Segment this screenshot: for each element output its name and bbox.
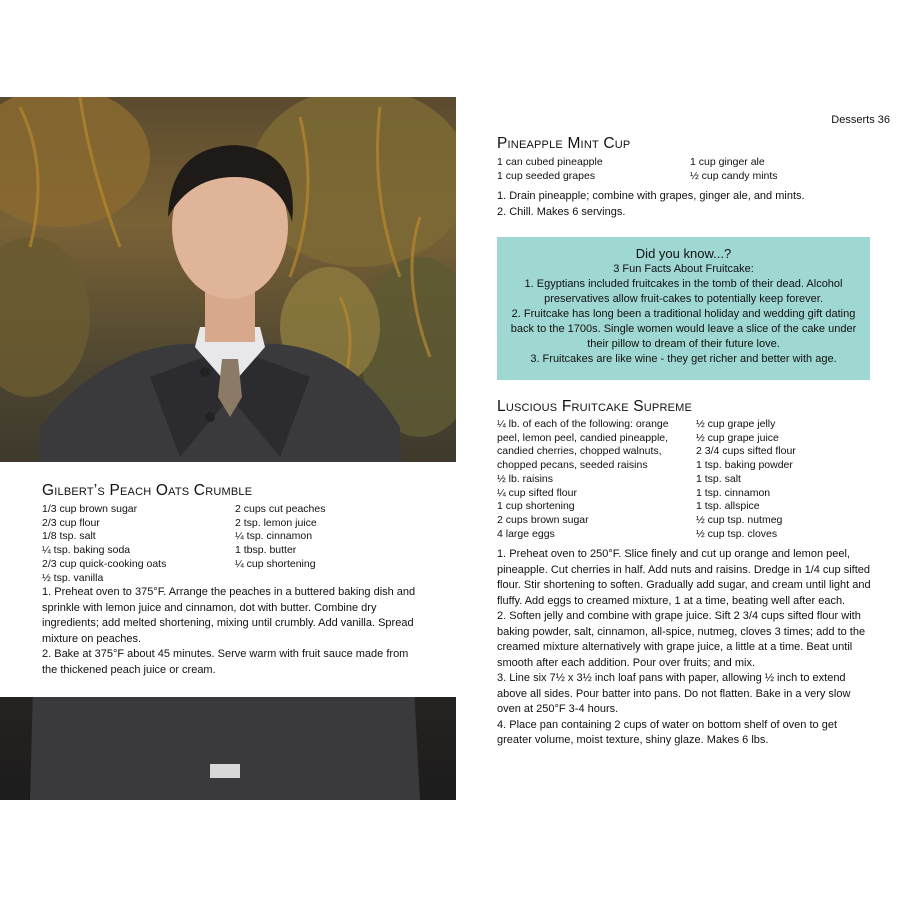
ingredient: 1 tsp. salt <box>696 472 741 485</box>
box-subheading: 3 Fun Facts About Fruitcake: <box>613 263 754 275</box>
recipe-step: 1. Preheat oven to 375°F. Arrange the peaches in a buttered baking dish and sprinkle with lemon juice and cinnamon, dot with butter. Combine dry ingredients; add melted shortening, mixing until crumbly. Add vanilla. Spread mixture on peaches. <box>42 586 416 645</box>
ingredient: ½ tsp. vanilla <box>42 571 104 584</box>
page-number: Desserts 36 <box>831 114 890 126</box>
peach-crumble-card <box>0 462 456 697</box>
recipe-step: 2. Bake at 375°F about 45 minutes. Serve warm with fruit sauce made from the thickened peach juice or cream. <box>42 648 409 676</box>
box-heading: Did you know...? <box>635 246 732 261</box>
ingredient: 2 3/4 cups sifted flour <box>696 445 796 458</box>
ingredient: ½ lb. raisins <box>497 472 554 485</box>
ingredient: 2/3 cup flour <box>42 516 100 529</box>
ingredient: ½ cup grape jelly <box>696 418 776 430</box>
ingredient: ½ cup tsp. nutmeg <box>696 513 783 526</box>
recipe-steps <box>42 585 422 678</box>
fun-fact: 1. Egyptians included fruitcakes in the tomb of their dead. Alcohol preservatives allow fruit-cakes to potentially keep forever. <box>524 278 843 305</box>
ingredient: 2 cups brown sugar <box>497 513 589 526</box>
recipe-step: 1. Preheat oven to 250°F. Slice finely and cut up orange and lemon peel, pineapple. Cut cherries in half. Add nuts and raisins. Dredge in 1/4 cup sifted flour. Stir shortening to soften. Gradually add sugar, and cream until light and fluffy. Add eggs to creamed mixture, 1 at a time, beating well after each. <box>497 548 871 607</box>
ingredient: ¼ cup sifted flour <box>497 486 577 499</box>
ingredient: 4 large eggs <box>497 527 555 540</box>
ingredient: ¼ lb. of each of the following: orange peel, lemon peel, candied pineapple, candied cherries, chopped walnuts, chopped pecans, seeded raisins <box>497 418 669 472</box>
fun-fact: 3. Fruitcakes are like wine - they get richer and better with age. <box>530 353 837 365</box>
ingredients-table <box>42 503 422 585</box>
recipe-step: 2. Soften jelly and combine with grape juice. Sift 2 3/4 cups sifted flour with baking powder, salt, cinnamon, all-spice, nutmeg, cloves 3 times; add to the creamed mixture alternatively with grape juice, a little at a time. Beat until smooth after each addition. Pour over fruits; and mix. <box>497 610 866 669</box>
recipe-step: 4. Place pan containing 2 cups of water on bottom shelf of oven to get greater volume, moist texture, shiny glaze. Makes 6 lbs. <box>497 718 837 747</box>
pineapple-recipe <box>497 135 873 220</box>
ingredients-table <box>497 156 873 183</box>
ingredient: ¼ tsp. baking soda <box>42 544 131 557</box>
ingredient: 2/3 cup quick-cooking oats <box>42 557 167 570</box>
recipe-step: 1. Drain pineapple; combine with grapes, ginger ale, and mints. <box>497 190 805 203</box>
ingredient: ½ cup candy mints <box>690 169 778 182</box>
recipe-steps <box>497 189 873 220</box>
ingredient: 1 tsp. cinnamon <box>696 486 771 499</box>
ingredient: 1 tbsp. butter <box>235 544 297 557</box>
recipe-step: 3. Line six 7½ x 3½ inch loaf pans with paper, allowing ½ inch to extend above all sides. Pour batter into pans. Do not flatten. Bake in a very slow oven at 250°F 3-4 hours. <box>497 672 851 716</box>
ingredient: 2 tsp. lemon juice <box>235 516 317 529</box>
ingredients-table <box>497 418 873 541</box>
ingredient: ½ cup grape juice <box>696 431 779 444</box>
ingredient: 1 tsp. baking powder <box>696 459 793 472</box>
recipe-title: Pineapple Mint Cup <box>497 135 631 152</box>
ingredient: ¼ tsp. cinnamon <box>235 530 313 543</box>
ingredient: 1 cup ginger ale <box>690 156 765 168</box>
ingredient: 1 cup shortening <box>497 500 575 513</box>
ingredient: 1/3 cup brown sugar <box>42 503 138 515</box>
recipe-title: Luscious Fruitcake Supreme <box>497 398 693 415</box>
ingredient: ½ cup tsp. cloves <box>696 527 778 540</box>
ingredient: 1 cup seeded grapes <box>497 169 596 182</box>
fruitcake-recipe <box>497 398 873 749</box>
ingredient: 1 tsp. allspice <box>696 500 760 513</box>
ingredient: 1 can cubed pineapple <box>497 156 603 168</box>
ingredient: ¼ cup shortening <box>235 557 316 570</box>
recipe-step: 2. Chill. Makes 6 servings. <box>497 205 626 218</box>
ingredient: 1/8 tsp. salt <box>42 530 96 543</box>
ingredient: 2 cups cut peaches <box>235 503 326 515</box>
recipe-title: Gilbert’s Peach Oats Crumble <box>42 482 253 499</box>
fun-facts-box <box>497 237 870 380</box>
recipe-steps <box>497 547 873 749</box>
fun-fact: 2. Fruitcake has long been a traditional holiday and wedding gift dating back to the 1700s. Single women would leave a slice of the cake under their pillow to dream of their future love. <box>510 308 857 350</box>
